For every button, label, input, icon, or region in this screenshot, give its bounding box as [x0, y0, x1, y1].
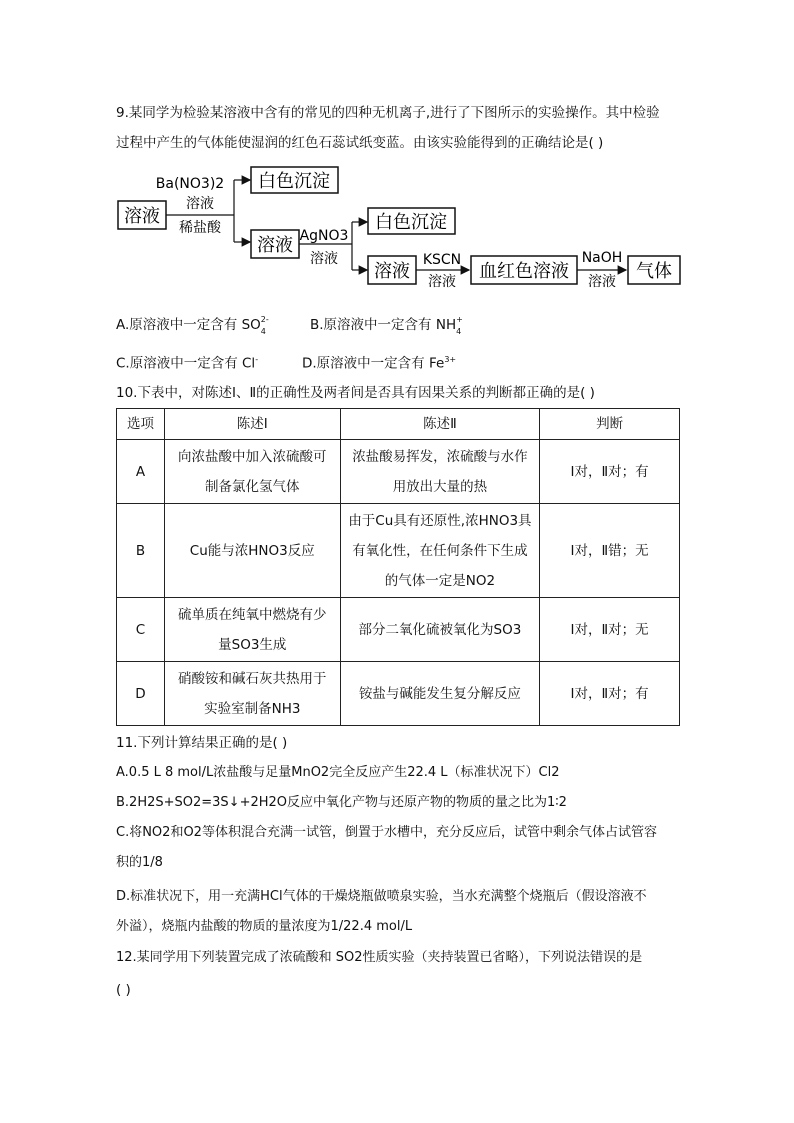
q9-option-d-sup: 3+: [444, 355, 457, 364]
q9-option-a-sub: 4: [260, 327, 266, 336]
q10-stem: 10.下表中，对陈述Ⅰ、Ⅱ的正确性及两者间是否具有因果关系的判断都正确的是( ): [116, 385, 595, 401]
row-c-judge: Ⅰ对，Ⅱ对；无: [540, 598, 680, 662]
reagent4-bot: 溶液: [588, 274, 616, 290]
row-c-s2: 部分二氧化硫被氧化为SO3: [340, 598, 540, 662]
table-row: [117, 662, 680, 726]
label-sol3: 溶液: [374, 261, 410, 282]
row-a-s1: 向浓盐酸中加入浓硫酸可 制备氯化氢气体: [164, 440, 340, 504]
reagent3-bot: 溶液: [428, 274, 456, 290]
label-gas: 气体: [636, 261, 672, 282]
row-a-s2: 浓盐酸易挥发，浓硫酸与水作 用放出大量的热: [340, 440, 540, 504]
q9-option-d: [302, 350, 456, 374]
q9-flow-diagram: [116, 160, 686, 292]
q9-stem-line1: 9.某同学为检验某溶液中含有的常见的四种无机离子,进行了下图所示的实验操作。其中检验: [116, 105, 660, 121]
q11-stem: 11.下列计算结果正确的是( ): [116, 735, 288, 751]
q11-option-c-line2: 积的1/8: [116, 855, 163, 870]
q9-option-c-text: C.原溶液中一定含有 Cl: [116, 355, 256, 372]
header-judgement: 判断: [540, 409, 680, 440]
q12-stem-bracket: ( ): [116, 982, 131, 998]
q11-option-d-line1: D.标准状况下，用一充满HCl气体的干燥烧瓶做喷泉实验，当水充满整个烧瓶后（假设溶液不: [116, 889, 647, 904]
row-d-judge: Ⅰ对，Ⅱ对；有: [540, 662, 680, 726]
q12-stem: 12.某同学用下列装置完成了浓硫酸和 SO2性质实验（夹持装置已省略），下列说法错误的是: [116, 950, 643, 965]
table-row: [117, 504, 680, 598]
q9-option-a-text: A.原溶液中一定含有 SO: [116, 317, 261, 333]
row-b-s2: 由于Cu具有还原性,浓HNO3具 有氧化性，在任何条件下生成 的气体一定是NO2: [340, 504, 540, 598]
row-b-judge: Ⅰ对，Ⅱ错；无: [540, 504, 680, 598]
table-header-row: [117, 409, 680, 440]
q9-option-a-sup: 2-: [260, 315, 269, 324]
row-d-option: D: [117, 662, 165, 726]
q9-option-c-sup: -: [255, 355, 259, 364]
reagent1-bot: 稀盐酸: [179, 220, 221, 236]
q9-option-c: [116, 350, 258, 374]
reagent2-bot: 溶液: [310, 251, 338, 267]
q9-option-b-sub: 4: [456, 327, 462, 336]
label-white2: 白色沉淀: [375, 212, 447, 233]
reagent1-top: Ba(NO3)2: [155, 176, 225, 192]
q11-option-c-line1: C.将NO2和O2等体积混合充满一试管，倒置于水槽中，充分反应后，试管中剩余气体占试管容: [116, 825, 657, 840]
header-option: 选项: [117, 409, 165, 440]
reagent1-mid: 溶液: [186, 196, 214, 212]
q11-option-a: A.0.5 L 8 mol/L浓盐酸与足量MnO2完全反应产生22.4 L（标准状况下）Cl2: [116, 765, 560, 780]
row-a-judge: Ⅰ对，Ⅱ对；有: [540, 440, 680, 504]
q9-option-d-text: D.原溶液中一定含有 Fe: [302, 355, 445, 372]
reagent3-top: KSCN: [422, 252, 462, 268]
reagent4-top: NaOH: [581, 250, 623, 266]
q11-option-d-line2: 外溢），烧瓶内盐酸的物质的量浓度为1/22.4 mol/L: [116, 919, 413, 934]
label-start: 溶液: [124, 206, 160, 227]
row-d-s2: 铵盐与碱能发生复分解反应: [340, 662, 540, 726]
row-b-option: B: [117, 504, 165, 598]
row-b-s1: Cu能与浓HNO3反应: [164, 504, 340, 598]
header-statement-1: 陈述Ⅰ: [164, 409, 340, 440]
q9-stem-line2: 过程中产生的气体能使湿润的红色石蕊试纸变蓝。由该实验能得到的正确结论是( ): [116, 135, 604, 151]
reagent2-top: AgNO3: [299, 228, 349, 244]
row-c-s1: 硫单质在纯氧中燃烧有少 量SO3生成: [164, 598, 340, 662]
label-blood: 血红色溶液: [479, 261, 569, 282]
row-d-s1: 硝酸铵和碱石灰共热用于 实验室制备NH3: [164, 662, 340, 726]
table-row: [117, 598, 680, 662]
label-white1: 白色沉淀: [258, 171, 330, 192]
row-c-option: C: [117, 598, 165, 662]
row-a-option: A: [117, 440, 165, 504]
q9-option-b: [310, 315, 466, 335]
q10-table: [116, 408, 680, 726]
header-statement-2: 陈述Ⅱ: [340, 409, 540, 440]
q11-option-b: B.2H2S+SO2=3S↓+2H2O反应中氧化产物与还原产物的物质的量之比为1∶2: [116, 795, 567, 810]
q9-option-a: [116, 315, 271, 335]
q9-option-b-text: B.原溶液中一定含有 NH: [310, 317, 457, 333]
q9-option-b-sup: +: [456, 315, 463, 324]
table-row: [117, 440, 680, 504]
label-sol2: 溶液: [257, 235, 293, 256]
